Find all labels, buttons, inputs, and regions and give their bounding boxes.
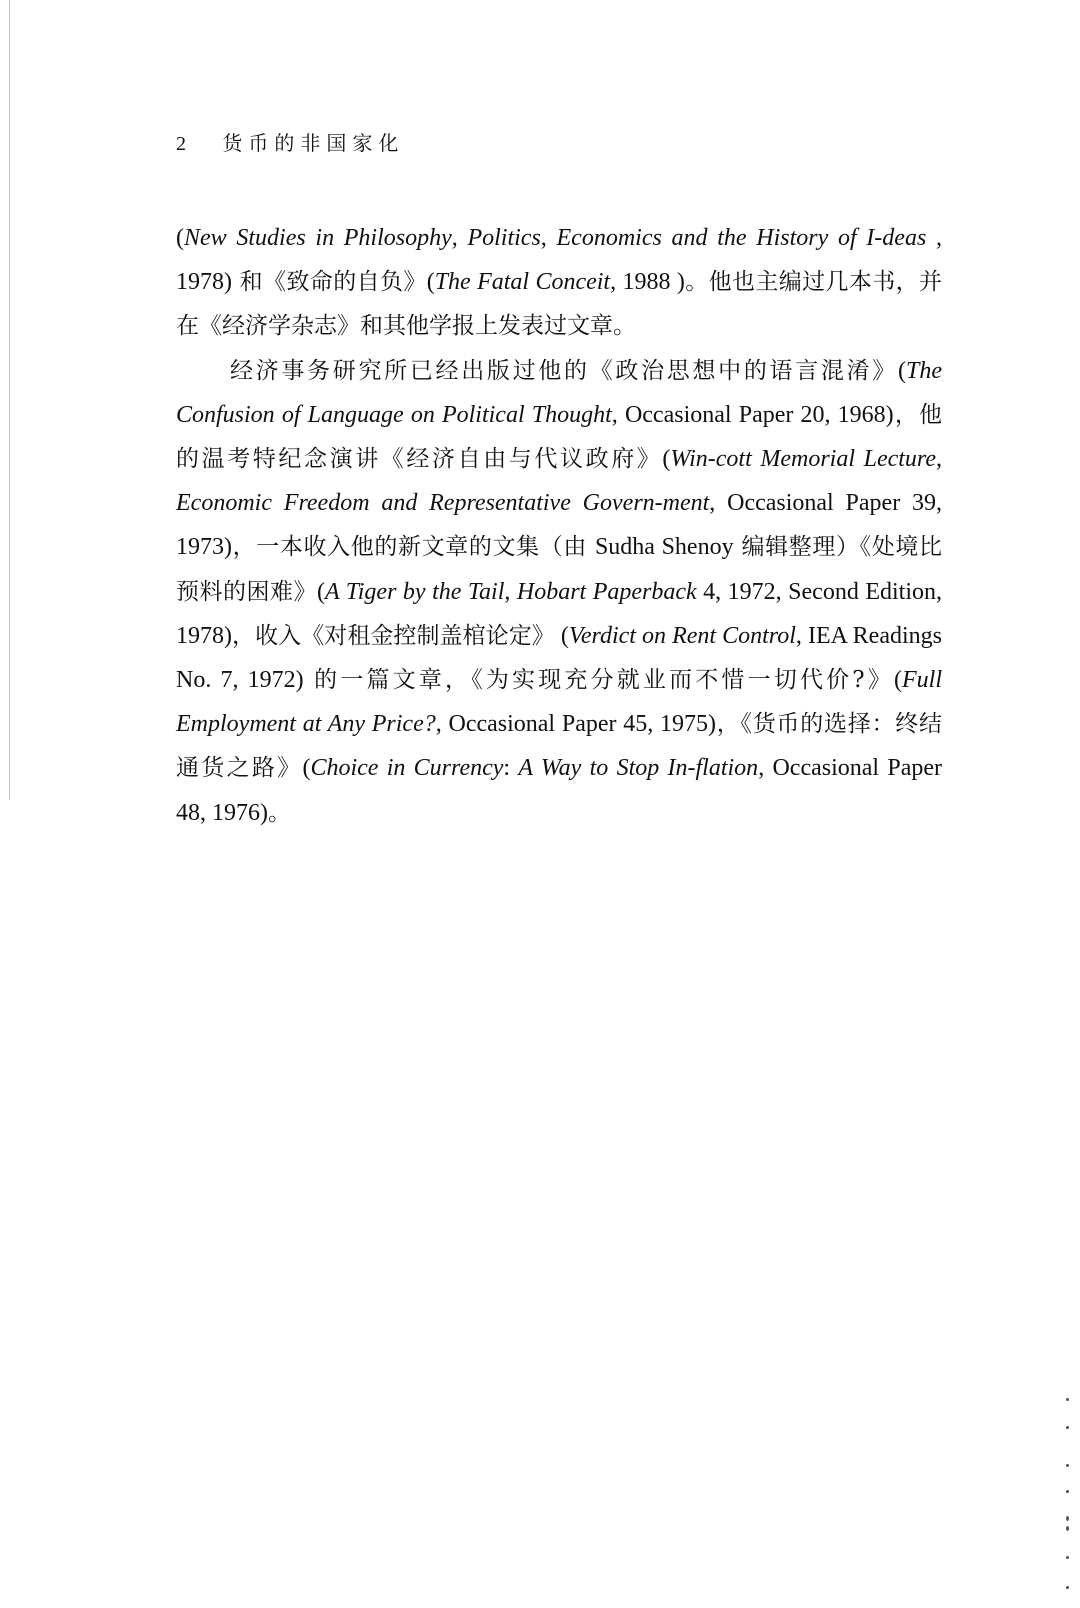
text-segment: 。 [268, 799, 291, 826]
text-segment: ( [893, 667, 902, 694]
running-header [176, 128, 404, 159]
text-segment: 的一篇文章，《为实现充分就业而不惜一切代价?》 [303, 667, 894, 694]
text-segment: ( [554, 622, 569, 649]
body-text [176, 216, 942, 835]
text-segment: 。他也主编过几本书，并在《经济学杂志》和其他学报上发表过文章。 [176, 269, 942, 340]
text-segment: ( [662, 446, 671, 473]
page-number: 2 [176, 133, 186, 155]
text-segment: ，收入《对租金控制盖棺论定》 [232, 622, 555, 649]
text-segment: Win-cott Memorial Lecture [670, 446, 937, 473]
text-segment: Sudha Shenoy [594, 534, 734, 561]
text-segment: , Occasional Paper 48, 1976) [176, 755, 943, 826]
text-segment: 编辑整理）《处境比预料的困难》 [176, 534, 942, 605]
text-segment: , 1978) [176, 225, 942, 296]
text-segment: A Tiger by the Tail [325, 578, 505, 605]
text-segment: 4, 1972, Second Edition, 1978) [176, 578, 942, 649]
paragraph-1 [176, 216, 942, 349]
text-segment: , IEA Readings No. 7, 1972) [176, 622, 942, 694]
text-segment: ，《货币的选择：终结通货之路》 [176, 711, 942, 782]
text-segment: ，一本收入他的新文章的文集（由 [232, 534, 595, 561]
text-segment: , [451, 225, 468, 251]
text-segment: The Confusion of Language on Political Thought [176, 357, 942, 428]
text-segment: ( [426, 269, 435, 296]
text-segment: , [504, 578, 517, 605]
text-segment: , 1988 ) [610, 269, 685, 296]
scan-edge-line [9, 0, 10, 800]
text-segment: Full Employment at Any Price? [176, 667, 942, 738]
text-segment: ，他的温考特纪念演讲《经济自由与代议政府》 [176, 401, 942, 473]
text-segment: ( [898, 357, 906, 384]
paragraph-2 [176, 349, 942, 835]
text-segment: Economic Freedom and Representative Govern-ment [176, 490, 710, 517]
text-segment: , [540, 225, 557, 251]
text-segment: ( [317, 578, 325, 605]
text-segment: ( [176, 225, 184, 251]
text-segment: , Occasional Paper 45, 1975) [435, 711, 716, 738]
text-segment: 和《致命的自负》 [232, 269, 427, 296]
text-segment: The Fatal Conceit [434, 269, 611, 296]
text-segment: 经济事务研究所已经出版过他的《政治思想中的语言混淆》 [230, 357, 898, 384]
text-segment: New Studies in Philosophy [184, 225, 452, 251]
text-segment: A Way to Stop In-flation [518, 755, 759, 782]
text-segment: Choice in Currency [310, 755, 504, 782]
text-segment: , Occasional Paper 39, 1973) [176, 490, 942, 561]
text-segment: Hobart Paperback [516, 578, 697, 605]
book-title: 货币的非国家化 [222, 131, 405, 155]
text-segment: : [503, 755, 519, 782]
scan-artifact-dots [1066, 1398, 1070, 1598]
text-segment: , Occasional Paper 20, 1968) [611, 401, 894, 428]
text-segment: ( [302, 755, 311, 782]
text-segment: Economics and the History of I-deas [556, 225, 927, 251]
text-segment: Politics [467, 225, 541, 251]
text-segment: Verdict on Rent Control [568, 622, 796, 649]
text-segment: , [936, 446, 943, 473]
